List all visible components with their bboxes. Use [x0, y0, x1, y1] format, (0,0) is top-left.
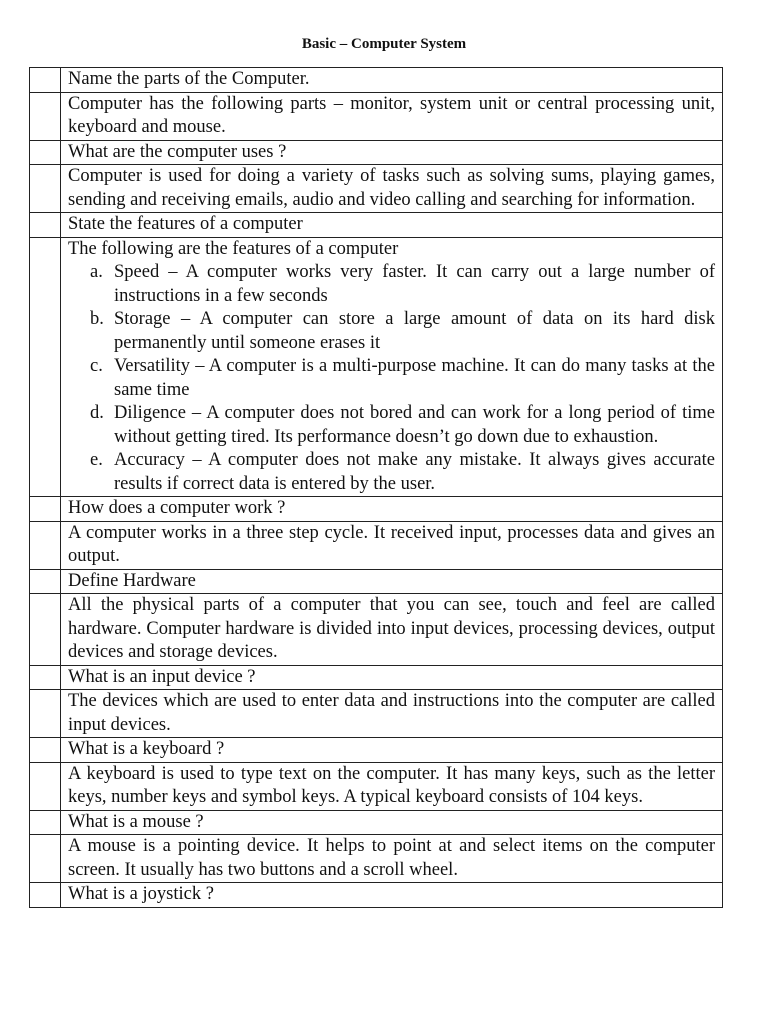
answer-cell: All the physical parts of a computer that you can see, touch and feel are called hardware. Computer hardware is divided into input devices, processing devices, output devices and storage devices.: [61, 594, 723, 666]
question-answer-table: [29, 67, 723, 908]
list-marker: b.: [90, 309, 104, 329]
answer-cell: Computer is used for doing a variety of tasks such as solving sums, playing games, sending and receiving emails, audio and video calling and searching for information.: [61, 165, 723, 213]
list-item-text: Storage – A computer can store a large amount of data on its hard disk permanently until someone erases it: [114, 309, 715, 353]
question-cell: What is an input device ?: [61, 665, 723, 690]
row-number-cell: [30, 165, 61, 213]
row-number-cell: [30, 835, 61, 883]
list-item-text: Accuracy – A computer does not make any mistake. It always gives accurate results if correct data is entered by the user.: [114, 450, 715, 494]
table-row: [30, 165, 723, 213]
row-number-cell: [30, 92, 61, 140]
table-row: [30, 835, 723, 883]
question-cell: Define Hardware: [61, 569, 723, 594]
list-item-text: Diligence – A computer does not bored and can work for a long period of time without getting tired. Its performance doesn’t go down due to exhaustion.: [114, 403, 715, 447]
table-row: [30, 569, 723, 594]
table-row: [30, 665, 723, 690]
question-cell: State the features of a computer: [61, 213, 723, 238]
question-cell: What are the computer uses ?: [61, 140, 723, 165]
answer-cell: [61, 237, 723, 497]
row-number-cell: [30, 762, 61, 810]
list-item-text: Versatility – A computer is a multi-purpose machine. It can do many tasks at the same time: [114, 356, 715, 400]
question-cell: What is a mouse ?: [61, 810, 723, 835]
question-cell: Name the parts of the Computer.: [61, 68, 723, 93]
list-marker: d.: [90, 403, 104, 423]
row-number-cell: [30, 738, 61, 763]
features-list: [68, 261, 715, 496]
row-number-cell: [30, 810, 61, 835]
table-row: [30, 213, 723, 238]
answer-cell: A keyboard is used to type text on the computer. It has many keys, such as the letter keys, number keys and symbol keys. A typical keyboard consists of 104 keys.: [61, 762, 723, 810]
row-number-cell: [30, 690, 61, 738]
table-row: [30, 762, 723, 810]
list-item-text: Speed – A computer works very faster. It can carry out a large number of instructions in a few seconds: [114, 262, 715, 306]
row-number-cell: [30, 237, 61, 497]
question-cell: What is a keyboard ?: [61, 738, 723, 763]
question-cell: How does a computer work ?: [61, 497, 723, 522]
row-number-cell: [30, 497, 61, 522]
row-number-cell: [30, 883, 61, 908]
question-cell: What is a joystick ?: [61, 883, 723, 908]
table-row: [30, 690, 723, 738]
table-row: [30, 92, 723, 140]
row-number-cell: [30, 140, 61, 165]
list-marker: e.: [90, 450, 103, 470]
table-row: [30, 68, 723, 93]
row-number-cell: [30, 569, 61, 594]
answer-cell: Computer has the following parts – monitor, system unit or central processing unit, keyboard and mouse.: [61, 92, 723, 140]
row-number-cell: [30, 594, 61, 666]
row-number-cell: [30, 521, 61, 569]
list-item: [68, 308, 715, 355]
features-intro: The following are the features of a computer: [68, 238, 399, 259]
list-item: [68, 355, 715, 402]
row-number-cell: [30, 68, 61, 93]
list-item: [68, 402, 715, 449]
table-row: [30, 140, 723, 165]
table-row: [30, 594, 723, 666]
table-row: [30, 738, 723, 763]
table-row: [30, 883, 723, 908]
table-row: [30, 521, 723, 569]
row-number-cell: [30, 213, 61, 238]
page-title: Basic – Computer System: [301, 36, 467, 52]
list-item: [68, 449, 715, 496]
table-row: [30, 237, 723, 497]
answer-cell: A mouse is a pointing device. It helps to point at and select items on the computer screen. It usually has two buttons and a scroll wheel.: [61, 835, 723, 883]
table-row: [30, 497, 723, 522]
table-row: [30, 810, 723, 835]
row-number-cell: [30, 665, 61, 690]
list-item: [68, 261, 715, 308]
answer-cell: A computer works in a three step cycle. It received input, processes data and gives an output.: [61, 521, 723, 569]
list-marker: a.: [90, 262, 103, 282]
answer-cell: The devices which are used to enter data and instructions into the computer are called input devices.: [61, 690, 723, 738]
list-marker: c.: [90, 356, 103, 376]
